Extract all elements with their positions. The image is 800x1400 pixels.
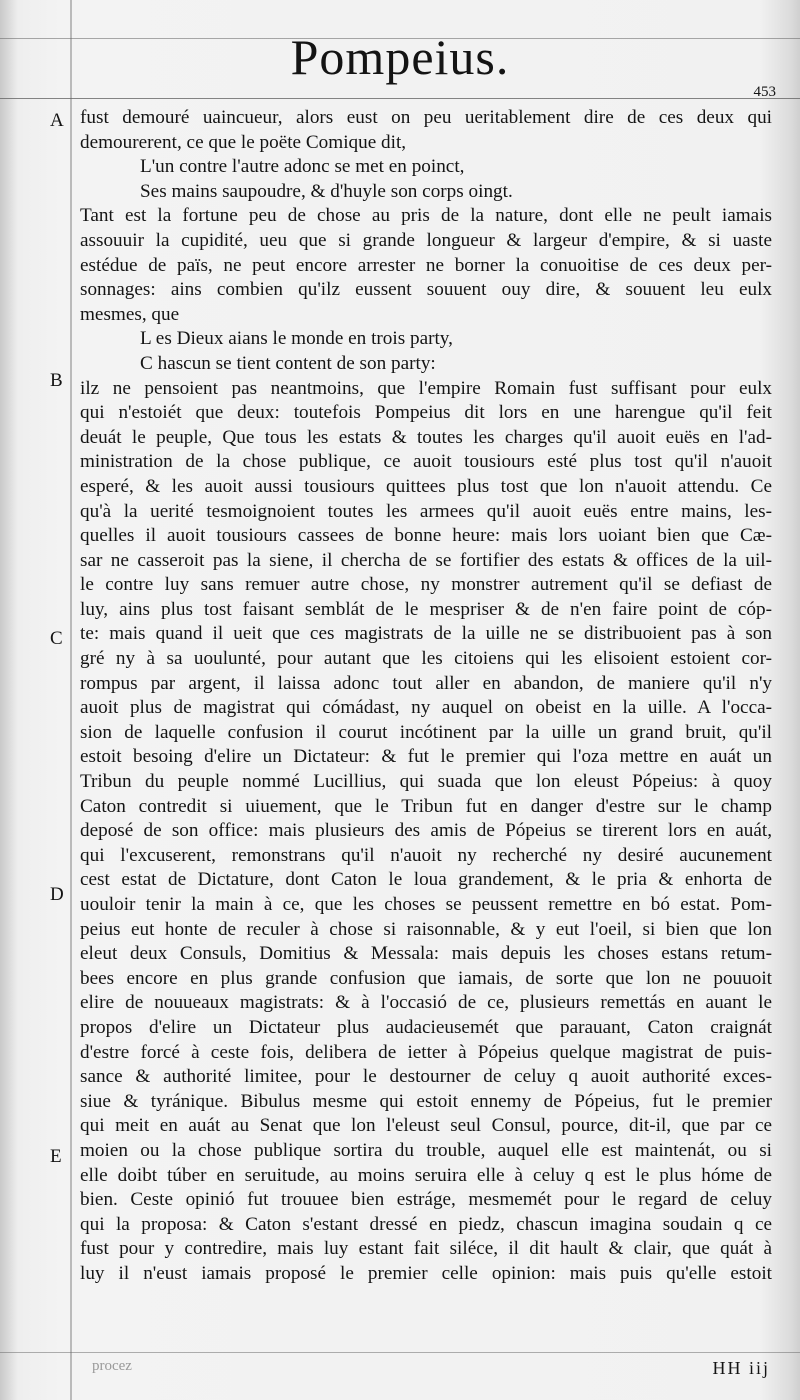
- text-line: rompus par argent, il laissa adonc tout aller en abandon, de maniere qu'il n'y: [80, 672, 772, 694]
- text-line: moien ou la chose publique sortira du trouble, auquel elle est maintenát, ou si: [80, 1139, 772, 1161]
- page-number: 453: [753, 84, 776, 100]
- header-rule: [0, 98, 800, 99]
- text-line: sion de laquelle confusion il courut incótinent par la uille un grand bruit, qu'il: [80, 721, 772, 743]
- verse-line: C hascun se tient content de son party:: [140, 352, 436, 374]
- gutter-line: [70, 0, 72, 1400]
- text-line: qui l'excuserent, remonstrans qu'il n'auoit ny recherché ny desiré aucunement: [80, 844, 772, 866]
- text-line: sar ne casseroit pas la siene, il chercha de se fortifier des estats & offices de la uil-: [80, 549, 772, 571]
- text-line: ilz ne pensoient pas neantmoins, que l'empire Romain fust suffisant pour eulx: [80, 377, 772, 399]
- text-line: fust demouré uaincueur, alors eust on peu ueritablement dire de ces deux qui: [80, 107, 772, 128]
- text-line: sonnages: ains combien qu'ilz eussent souuent ouy dire, & souuent leu eulx: [80, 279, 772, 301]
- text-line: deposé de son office: mais plusieurs des amis de Pópeius se tirerent lors en auát,: [80, 820, 772, 842]
- text-line: estoit besoing d'elire un Dictateur: & fut le premier qui l'oza mettre en auát un: [80, 746, 772, 768]
- text-line: quelles il auoit tousiours cassees de bonne heure: mais lors uoiant bien que Cæ-: [80, 525, 772, 547]
- text-line: elle doibt túber en seruitude, au moins seruira elle à celuy q est le plus hóme de: [80, 1164, 772, 1186]
- text-line: assouuir la cupidité, ueu que si grande longueur & largeur d'empire, & si uaste: [80, 229, 772, 251]
- text-line: mesmes, que: [80, 303, 180, 325]
- verse-line: L es Dieux aians le monde en trois party,: [140, 328, 453, 350]
- text-line: demourerent, ce que le poëte Comique dit,: [80, 131, 407, 153]
- running-title: Pompeius.: [290, 29, 510, 85]
- signature-mark: HH iij: [712, 1358, 770, 1378]
- verse-line: Ses mains saupoudre, & d'huyle son corps oingt.: [140, 180, 513, 202]
- text-line: luy il n'eust iamais proposé le premier celle opinion: mais puis qu'elle estoit: [80, 1262, 772, 1284]
- text-line: bien. Ceste opinió fut trouuee bien estráge, mesmemét pour le regard de celuy: [80, 1189, 772, 1211]
- verse-line: L'un contre l'autre adonc se met en poinct,: [140, 156, 465, 178]
- text-line: Caton contredit si uiuement, que le Tribun fut en danger d'estre sur le champ: [80, 795, 772, 817]
- text-line: fust pour y contredire, mais luy estant fait siléce, il dit hault & clair, que quát à: [80, 1238, 772, 1260]
- text-line: qu'à la uerité tesmoignoient toutes les armees qu'il auoit euës entre mains, les-: [80, 500, 772, 522]
- text-line: eleut deux Consuls, Domitius & Messala: mais depuis les choses estans retum-: [80, 943, 772, 965]
- text-line: qui meit en auát au Senat que lon l'eleust seul Consul, pource, dit-il, que par ce: [80, 1115, 772, 1137]
- text-line: qui la proposa: & Caton s'estant dressé en piedz, chascun imagina soudain q ce: [80, 1213, 772, 1235]
- text-line: luy, ains plus tost faisant semblát de le mespriser & de n'en faire point de cóp-: [80, 598, 772, 620]
- text-line: auoit plus de magistrat qui cómádast, ny auquel on obeist en la uille. A l'occa-: [80, 697, 772, 719]
- text-line: te: mais quand il ueit que ces magistrats de la uille ne se distribuoient pas à son: [80, 623, 772, 645]
- margin-marker-a: A: [50, 110, 64, 131]
- text-line: qui n'estoiét que deux: toutefois Pompeius dit lors en une harengue qu'il feit: [80, 402, 772, 424]
- body-text: [80, 106, 772, 1287]
- margin-marker-e: E: [50, 1146, 62, 1167]
- text-line: ministration de la chose publique, ce auoit tousiours esté plus tost qu'il n'auoit: [80, 451, 772, 473]
- text-line: elire de nouueaux magistrats: & à l'occasió de ce, plusieurs remettás en auant le: [80, 992, 772, 1014]
- margin-marker-d: D: [50, 884, 64, 905]
- bleed-through-text: procez: [92, 1358, 132, 1374]
- text-line: bees encore en plus grande confusion que iamais, de sorte que lon ne pouuoit: [80, 967, 772, 989]
- margin-marker-b: B: [50, 370, 63, 391]
- text-line: siue & tyránique. Bibulus mesme qui estoit ennemy de Pópeius, fut le premier: [80, 1090, 772, 1112]
- text-line: sance & authorité limitee, pour le destourner de celuy q auoit authorité exces-: [80, 1066, 772, 1088]
- text-line: peius eut honte de reculer à chose si raisonnable, & y eut l'oeil, si bien que lon: [80, 918, 772, 940]
- text-line: d'estre forcé à ceste fois, delibera de ietter à Pópeius quelque magistrat de puis-: [80, 1041, 772, 1063]
- margin-marker-c: C: [50, 628, 63, 649]
- text-line: gré ny à sa uoulunté, pour autant que les citoiens qui les elisoient estoient cor-: [80, 648, 772, 670]
- text-line: cest estat de Dictature, dont Caton le loua grandement, & le pria & enhorta de: [80, 869, 772, 891]
- text-line: uouloir tenir la main à ce, que les choses se peussent remettre en bó estat. Pom-: [80, 894, 772, 915]
- text-line: estédue de païs, ne peut encore arrester ne borner la conuoitise de ces deux per-: [80, 254, 772, 276]
- text-line: Tant est la fortune peu de chose au pris de la nature, dont elle ne peult iamais: [80, 205, 772, 227]
- text-line: deuát le peuple, Que tous les estats & toutes les charges qu'il auoit euës en l'ad-: [80, 426, 772, 448]
- text-line: esperé, & les auoit aussi tousiours quittees plus tost que lon n'auoit attendu. Ce: [80, 475, 772, 497]
- text-line: Tribun du peuple nommé Lucillius, qui suada que lon eleust Pópeius: à quoy: [80, 771, 772, 793]
- text-line: le contre luy sans remuer autre chose, ny monstrer autrement qu'il se defiast de: [80, 574, 772, 596]
- footer-rule: [0, 1352, 800, 1353]
- text-line: propos d'elire un Dictateur plus audacieusemét que parauant, Caton craignát: [80, 1016, 772, 1038]
